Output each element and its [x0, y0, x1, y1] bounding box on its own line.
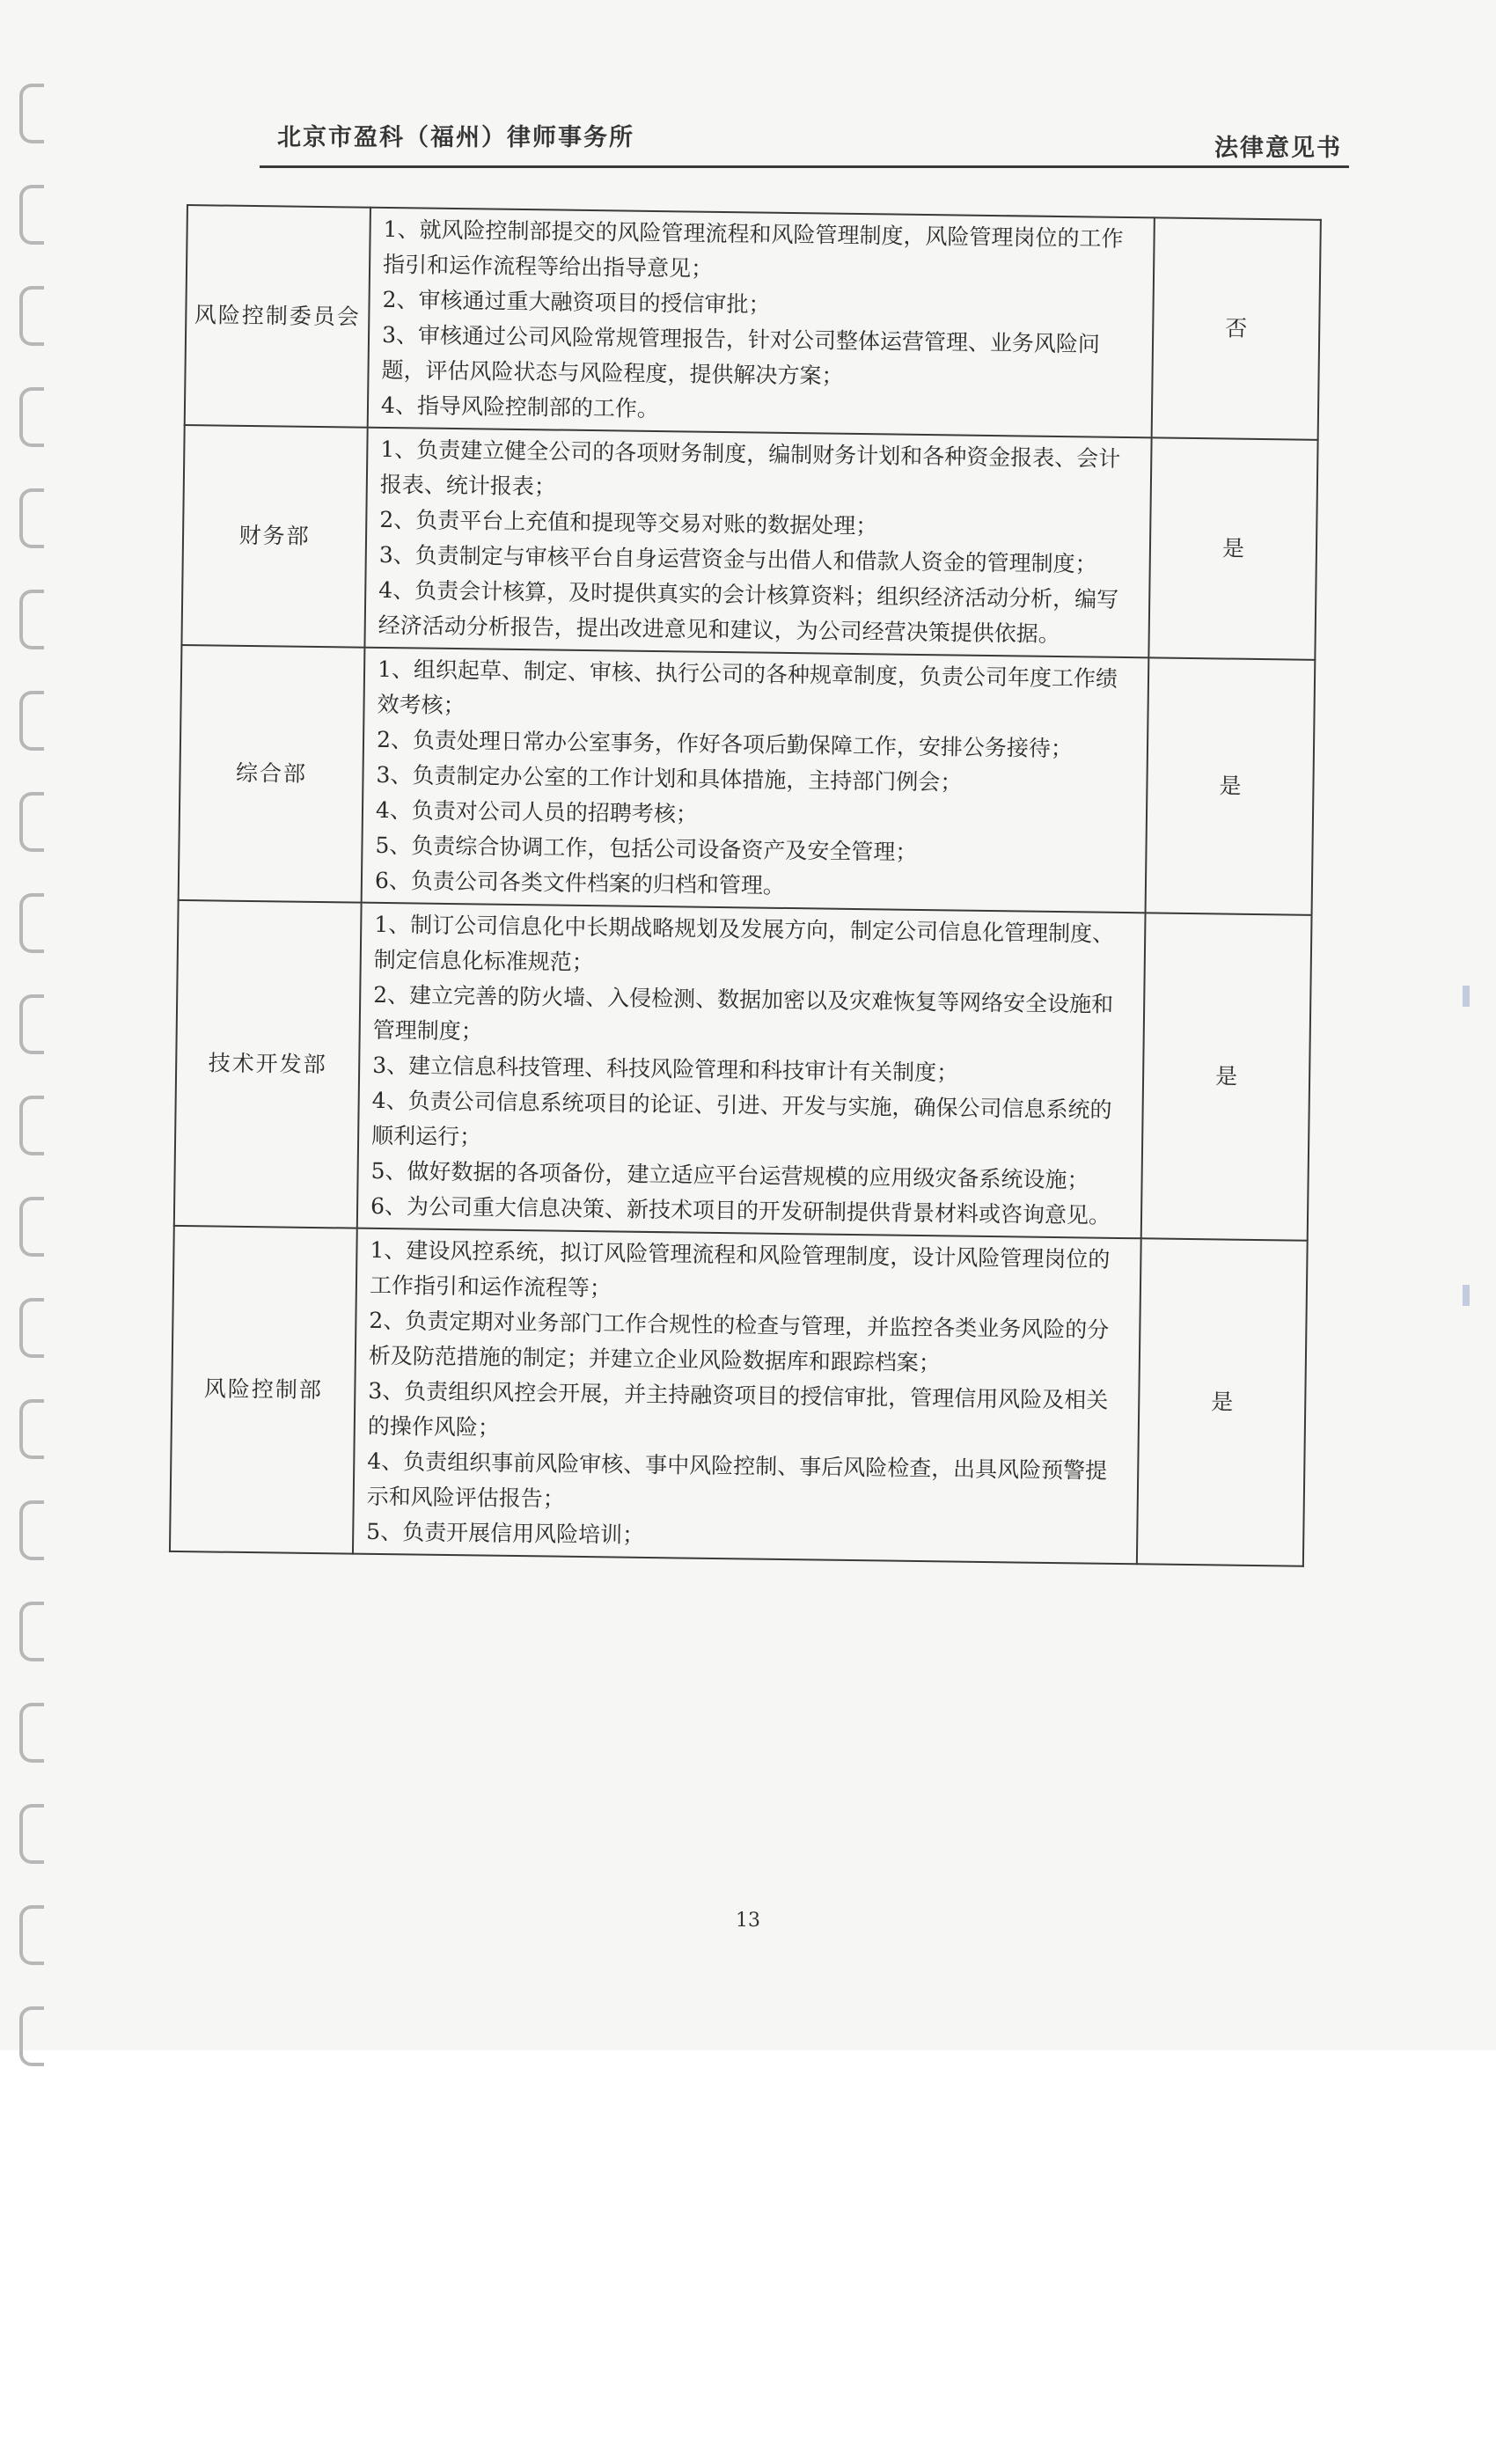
duty-item: 5、做好数据的各项备份，建立适应平台运营规模的应用级灾备系统设施；: [370, 1157, 1089, 1193]
duty-item: 1、建设风控系统，拟订风险管理流程和风险管理制度，设计风险管理岗位的工作指引和运作流程等；: [369, 1236, 1111, 1302]
table-row: [174, 900, 1312, 1241]
table-row: [185, 205, 1321, 440]
binder-hole: [19, 1096, 44, 1155]
duty-item: 2、负责处理日常办公室事务，作好各项后勤保障工作，安排公务接待；: [376, 726, 1074, 762]
binder-hole: [19, 1500, 44, 1560]
department-name: 财务部: [181, 425, 367, 648]
binder-hole: [19, 691, 44, 751]
duty-item: 2、负责平台上充值和提现等交易对账的数据处理；: [379, 506, 878, 539]
binder-holes: [19, 84, 55, 2037]
department-duties: [357, 903, 1146, 1239]
duty-item: 1、制订公司信息化中长期战略规划及发展方向，制定公司信息化管理制度、制定信息化标准规范；: [373, 911, 1115, 976]
department-duties: [368, 208, 1155, 438]
duty-item: 5、负责综合协调工作，包括公司设备资产及安全管理；: [375, 832, 918, 865]
applicable-flag: 是: [1146, 657, 1316, 914]
binder-hole: [19, 84, 44, 143]
department-duties: [362, 648, 1149, 913]
duty-item: 4、负责对公司人员的招聘考核；: [375, 796, 699, 827]
binder-hole: [19, 1703, 44, 1763]
applicable-flag: 是: [1148, 437, 1317, 659]
table-row: [179, 645, 1316, 915]
page-number: 13: [736, 1910, 760, 1932]
table-body: [170, 205, 1321, 1566]
scan-mark: [1463, 1285, 1470, 1306]
binder-hole: [19, 387, 44, 447]
duty-item: 4、负责公司信息系统项目的论证、引进、开发与实施，确保公司信息系统的顺利运行；: [370, 1087, 1112, 1150]
duty-item: 3、负责制定与审核平台自身运营资金与出借人和借款人资金的管理制度；: [378, 541, 1097, 577]
duty-item: 2、审核通过重大融资项目的授信审批；: [382, 286, 771, 318]
binder-hole: [19, 286, 44, 346]
binder-hole: [19, 1399, 44, 1459]
duty-item: 6、为公司重大信息决策、新技术项目的开发研制提供背景材料或咨询意见。: [370, 1192, 1111, 1228]
law-firm-name: 北京市盈科（福州）律师事务所: [277, 124, 634, 151]
binder-hole: [19, 488, 44, 548]
department-duties: [353, 1228, 1141, 1565]
table-row: [181, 425, 1317, 660]
duty-item: 2、负责定期对业务部门工作合规性的检查与管理，并监控各类业务风险的分析及防范措施的制定；并建立企业风险数据库和跟踪档案；: [368, 1307, 1110, 1376]
scan-mark: [1463, 986, 1470, 1007]
duty-item: 5、负责开展信用风险培训；: [366, 1518, 645, 1548]
binder-hole: [19, 185, 44, 245]
department-name: 风险控制委员会: [185, 205, 370, 428]
binder-hole: [19, 893, 44, 953]
department-name: 技术开发部: [174, 900, 362, 1228]
binder-hole: [19, 792, 44, 852]
applicable-flag: 是: [1137, 1238, 1308, 1566]
duty-item: 1、就风险控制部提交的风险管理流程和风险管理制度，风险管理岗位的工作指引和运作流程等给出指导意见；: [382, 216, 1124, 282]
table-row: [170, 1226, 1308, 1566]
duty-item: 3、审核通过公司风险常规管理报告，针对公司整体运营管理、业务风险问题，评估风险状态与风险程度，提供解决方案；: [381, 321, 1101, 389]
duty-item: 3、负责组织风控会开展，并主持融资项目的授信审批，管理信用风险及相关的操作风险；: [367, 1377, 1109, 1441]
document-title: 法律意见书: [1214, 135, 1342, 162]
applicable-flag: 是: [1141, 913, 1312, 1240]
binder-hole: [19, 1197, 44, 1257]
duty-item: 4、指导风险控制部的工作。: [380, 392, 660, 422]
department-duties: [364, 428, 1151, 658]
duty-item: 3、建立信息科技管理、科技风险管理和科技审计有关制度；: [372, 1052, 959, 1086]
department-name: 综合部: [179, 645, 365, 903]
department-name: 风险控制部: [170, 1226, 357, 1554]
duty-item: 2、建立完善的防火墙、入侵检测、数据加密以及灾难恢复等网络安全设施和管理制度；: [372, 981, 1114, 1045]
duty-item: 3、负责制定办公室的工作计划和具体措施，主持部门例会；: [376, 761, 963, 796]
binder-hole: [19, 1298, 44, 1358]
binder-hole: [19, 994, 44, 1054]
binder-hole: [19, 1804, 44, 1864]
duty-item: 1、负责建立健全公司的各项财务制度，编制财务计划和各种资金报表、会计报表、统计报表；: [379, 436, 1121, 500]
binder-hole: [19, 2006, 44, 2066]
duty-item: 6、负责公司各类文件档案的归档和管理。: [374, 867, 786, 898]
duty-item: 1、组织起草、制定、审核、执行公司的各种规章制度，负责公司年度工作绩效考核；: [377, 656, 1118, 719]
page-header: [260, 113, 1342, 174]
binder-hole: [19, 1602, 44, 1661]
duty-item: 4、负责组织事前风险审核、事中风险控制、事后风险检查，出具风险预警提示和风险评估报告；: [366, 1448, 1108, 1512]
binder-hole: [19, 590, 44, 649]
duty-item: 4、负责会计核算，及时提供真实的会计核算资料；组织经济活动分析，编写经济活动分析报告，提出改进意见和建议，为公司经营决策提供依据。: [378, 576, 1119, 648]
department-table: [169, 204, 1322, 1567]
header-rule: [260, 165, 1349, 168]
applicable-flag: 否: [1152, 217, 1321, 439]
